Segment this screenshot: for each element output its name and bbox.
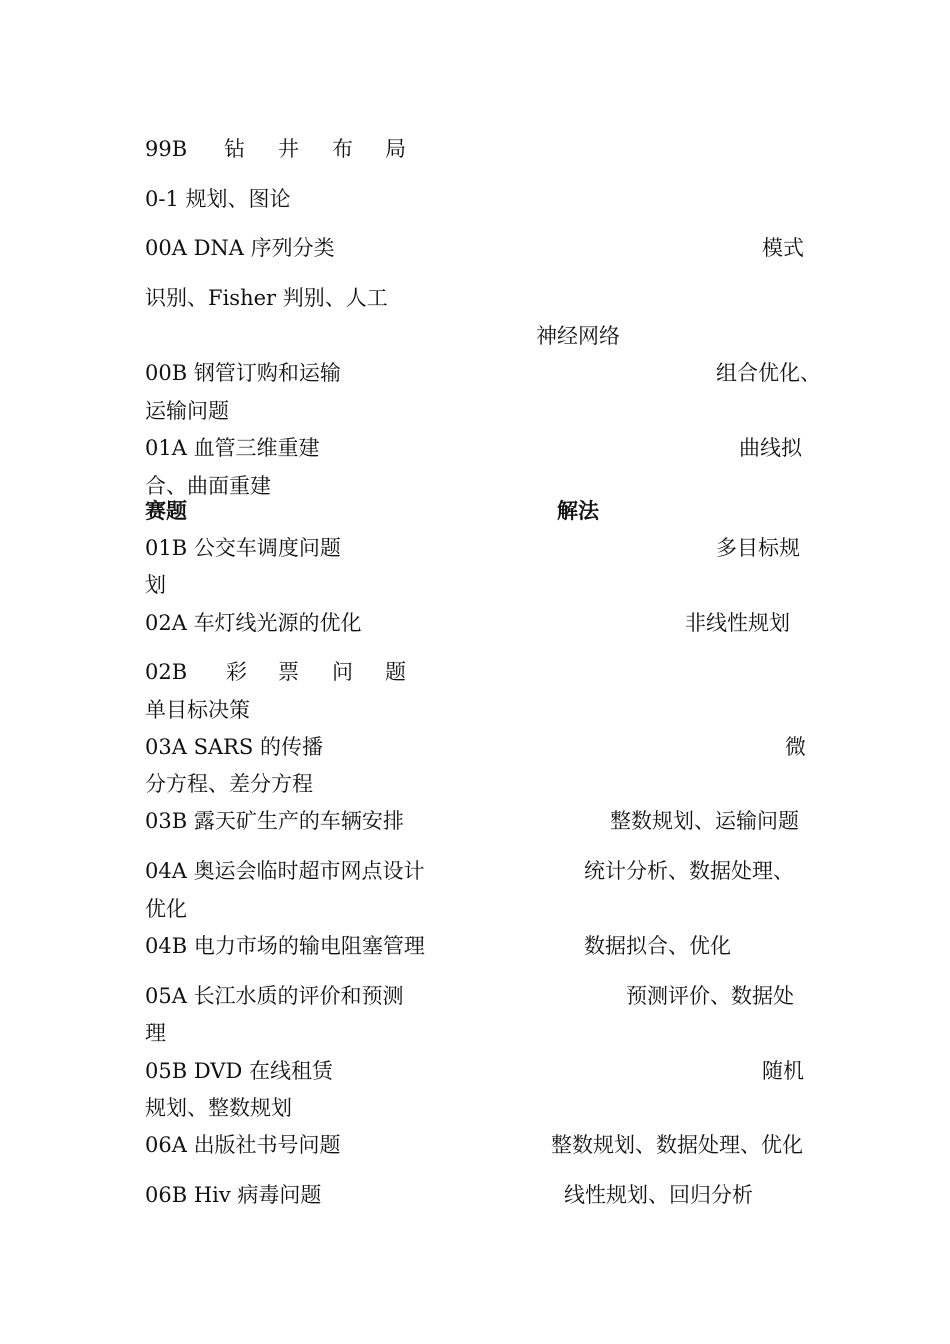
method-text: 识别、Fisher 判别、人工 [145,286,388,310]
problem-title: 01A 血管三维重建 [145,436,320,460]
method-text: 理 [145,1021,166,1045]
method-text: 神经网络 [536,324,620,348]
problem-title: 03A SARS 的传播 [145,735,323,759]
problem-title: 00B 钢管订购和运输 [145,361,341,385]
method-text: 预测评价、数据处 [626,984,794,1008]
method-text: 线性规划、回归分析 [564,1183,753,1207]
method-text: 多目标规 [716,536,800,560]
problem-title: 05A 长江水质的评价和预测 [145,984,404,1008]
problem-title-char: 布 [332,137,353,161]
problem-title: 00A DNA 序列分类 [145,236,335,260]
problem-title: 06A 出版社书号问题 [145,1133,341,1157]
problem-title: 05B DVD 在线租赁 [145,1059,333,1083]
method-text: 整数规划、运输问题 [610,809,799,833]
column-header-problem: 赛题 [145,499,187,523]
method-text: 微 [785,735,806,759]
method-text: 单目标决策 [145,698,250,722]
problem-title-char: 问 [332,660,353,684]
problem-title-char: 井 [278,137,299,161]
method-text: 数据拟合、优化 [584,934,731,958]
method-text: 模式 [762,236,804,260]
method-text: 整数规划、数据处理、优化 [551,1133,803,1157]
problem-title: 03B 露天矿生产的车辆安排 [145,809,404,833]
problem-title-char: 局 [385,137,406,161]
problem-title: 01B 公交车调度问题 [145,536,341,560]
method-text: 优化 [145,897,187,921]
method-text: 运输问题 [145,399,229,423]
method-text: 合、曲面重建 [145,474,271,498]
problem-title: 04B 电力市场的输电阻塞管理 [145,934,425,958]
problem-id-99b: 99B [145,137,188,161]
problem-title-char: 彩 [226,660,247,684]
method-text: 0-1 规划、图论 [145,187,291,211]
method-text: 规划、整数规划 [145,1096,292,1120]
method-text: 随机 [762,1059,804,1083]
method-text: 划 [145,573,166,597]
problem-title: 02A 车灯线光源的优化 [145,611,362,635]
problem-title: 04A 奥运会临时超市网点设计 [145,859,425,883]
column-header-method: 解法 [557,499,599,523]
method-text: 曲线拟 [739,436,802,460]
problem-title-char: 票 [278,660,299,684]
problem-title: 06B Hiv 病毒问题 [145,1183,322,1207]
method-text: 组合优化、 [716,361,821,385]
problem-title-char: 钻 [224,137,245,161]
problem-title-char: 题 [385,660,406,684]
problem-id-02b: 02B [145,660,188,684]
method-text: 统计分析、数据处理、 [584,859,794,883]
method-text: 非线性规划 [685,611,790,635]
method-text: 分方程、差分方程 [145,772,313,796]
